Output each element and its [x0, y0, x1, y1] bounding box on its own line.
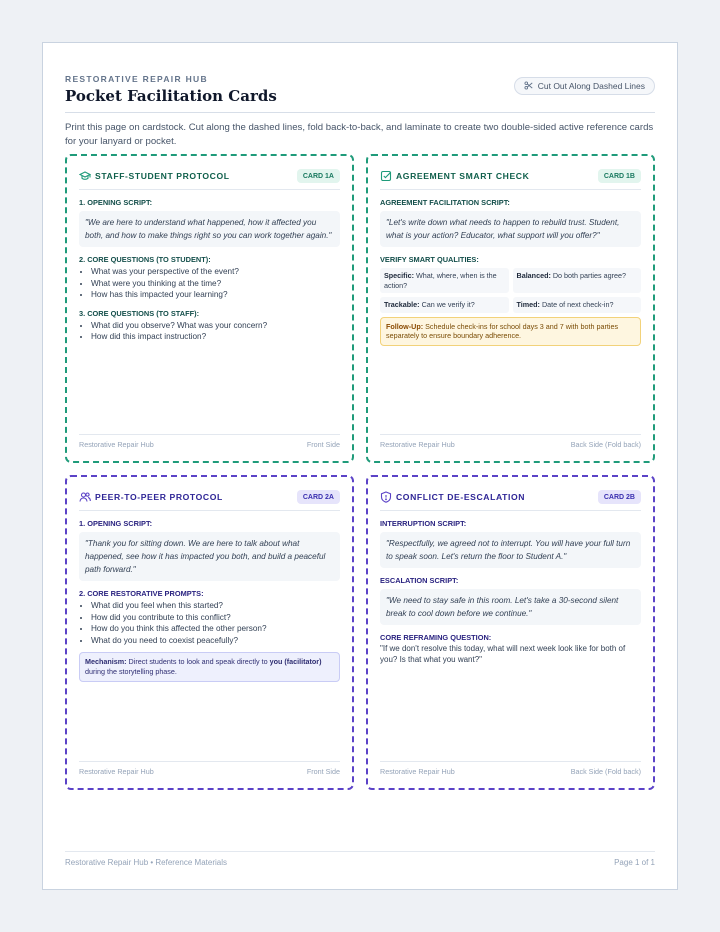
card-title: AGREEMENT SMART CHECK — [396, 171, 530, 181]
restorative-prompts-label: 2. CORE RESTORATIVE PROMPTS: — [79, 589, 204, 598]
card-footer — [79, 761, 340, 776]
card-footer — [79, 434, 340, 449]
card-divider — [79, 189, 340, 190]
opening-script: "Thank you for sitting down. We are here to talk about what happened, see how it has impacted you both, and build a peaceful path forward." — [79, 532, 340, 581]
card-1a — [65, 154, 354, 463]
student-questions-list — [79, 266, 340, 301]
card-footer-brand: Restorative Repair Hub — [79, 440, 154, 449]
agreement-script-label: AGREEMENT FACILITATION SCRIPT: — [380, 198, 510, 207]
cut-out-button[interactable] — [514, 77, 655, 95]
list-item: • What were you thinking at the time? — [91, 278, 340, 290]
card-divider — [79, 510, 340, 511]
restorative-prompts-list — [79, 600, 340, 646]
opening-script-label: 1. OPENING SCRIPT: — [79, 198, 153, 207]
escalation-script-label: ESCALATION SCRIPT: — [380, 576, 459, 585]
smart-specific: Specific: What, where, when is the action? — [380, 268, 509, 293]
page-footer-label: Restorative Repair Hub • Reference Materials — [65, 858, 227, 867]
page-number: Page 1 of 1 — [614, 858, 655, 867]
cut-out-label: Cut Out Along Dashed Lines — [537, 81, 645, 91]
card-badge: CARD 2B — [598, 490, 641, 504]
scissors-icon — [524, 81, 533, 92]
card-footer-brand: Restorative Repair Hub — [380, 440, 455, 449]
reframing-question-label: CORE REFRAMING QUESTION: — [380, 633, 492, 642]
staff-questions-list — [79, 320, 340, 343]
card-1b — [366, 154, 655, 463]
list-item: • What was your perspective of the event? — [91, 266, 340, 278]
card-title: CONFLICT DE-ESCALATION — [396, 492, 526, 502]
list-item: • What did you feel when this started? — [91, 600, 340, 612]
staff-questions-label: 3. CORE QUESTIONS (TO STAFF): — [79, 308, 200, 318]
intro-text: Print this page on cardstock. Cut along the dashed lines, fold back-to-back, and laminate to create two double-sided active reference cards for your lanyard or pocket. — [65, 122, 654, 147]
printable-sheet — [42, 42, 678, 890]
eyebrow-label: RESTORATIVE REPAIR HUB — [65, 74, 208, 84]
card-footer-brand: Restorative Repair Hub — [380, 767, 455, 776]
header-divider — [65, 112, 655, 113]
card-badge: CARD 1B — [598, 169, 641, 183]
card-footer-side: Front Side — [306, 440, 340, 449]
card-title: PEER-TO-PEER PROTOCOL — [95, 492, 223, 502]
smart-grid — [380, 268, 641, 313]
smart-timed: Timed: Date of next check-in? — [513, 297, 642, 313]
card-footer-side: Back Side (Fold back) — [570, 440, 641, 449]
users-icon — [79, 491, 91, 503]
card-divider — [380, 510, 641, 511]
page-footer — [65, 851, 655, 867]
list-item: • How has this impacted your learning? — [91, 289, 340, 301]
card-footer — [380, 434, 641, 449]
checkbox-icon — [380, 170, 392, 182]
opening-script-label: 1. OPENING SCRIPT: — [79, 519, 153, 528]
list-item: • How do you think this affected the other person? — [91, 623, 340, 635]
list-item: • What did you observe? What was your concern? — [91, 320, 340, 332]
card-footer-side: Front Side — [306, 767, 340, 776]
interruption-script-label: INTERRUPTION SCRIPT: — [380, 519, 467, 528]
card-footer-brand: Restorative Repair Hub — [79, 767, 154, 776]
card-badge: CARD 1A — [297, 169, 340, 183]
opening-script: "We are here to understand what happened, how it affected you both, and how to make things right so you can work together again." — [79, 211, 340, 247]
card-title: STAFF-STUDENT PROTOCOL — [95, 171, 230, 181]
agreement-script: "Let's write down what needs to happen to rebuild trust. Student, what is your action? Educator, what support will you offer?" — [380, 211, 641, 247]
list-item: • How did you contribute to this conflict? — [91, 612, 340, 624]
mechanism-note: Mechanism: Direct students to look and speak directly to you (facilitator) during the storytelling phase. — [79, 652, 340, 682]
interruption-script: "Respectfully, we agreed not to interrupt. You will have your full turn to speak soon. Let's return the floor to Student A." — [380, 532, 641, 568]
shield-icon — [380, 491, 392, 503]
card-divider — [380, 189, 641, 190]
list-item: • How did this impact instruction? — [91, 331, 340, 343]
student-questions-label: 2. CORE QUESTIONS (TO STUDENT): — [79, 255, 211, 264]
page-title: Pocket Facilitation Cards — [65, 87, 277, 105]
card-footer — [380, 761, 641, 776]
card-badge: CARD 2A — [297, 490, 340, 504]
follow-up-note: Follow-Up: Schedule check-ins for school days 3 and 7 with both parties separately to ensure boundary adherence. — [380, 317, 641, 347]
smart-balanced: Balanced: Do both parties agree? — [513, 268, 642, 293]
list-item: • What do you need to coexist peacefully? — [91, 635, 340, 647]
smart-trackable: Trackable: Can we verify it? — [380, 297, 509, 313]
card-2b — [366, 475, 655, 790]
graduation-cap-icon — [79, 170, 91, 182]
card-footer-side: Back Side (Fold back) — [570, 767, 641, 776]
reframing-question: "If we don't resolve this today, what will next week look like for both of you? Is that what you want?" — [380, 644, 626, 664]
escalation-script: "We need to stay safe in this room. Let's take a 30-second silent break to cool down before we continue." — [380, 589, 641, 625]
card-2a — [65, 475, 354, 790]
verify-smart-label: VERIFY SMART QUALITIES: — [380, 255, 479, 264]
